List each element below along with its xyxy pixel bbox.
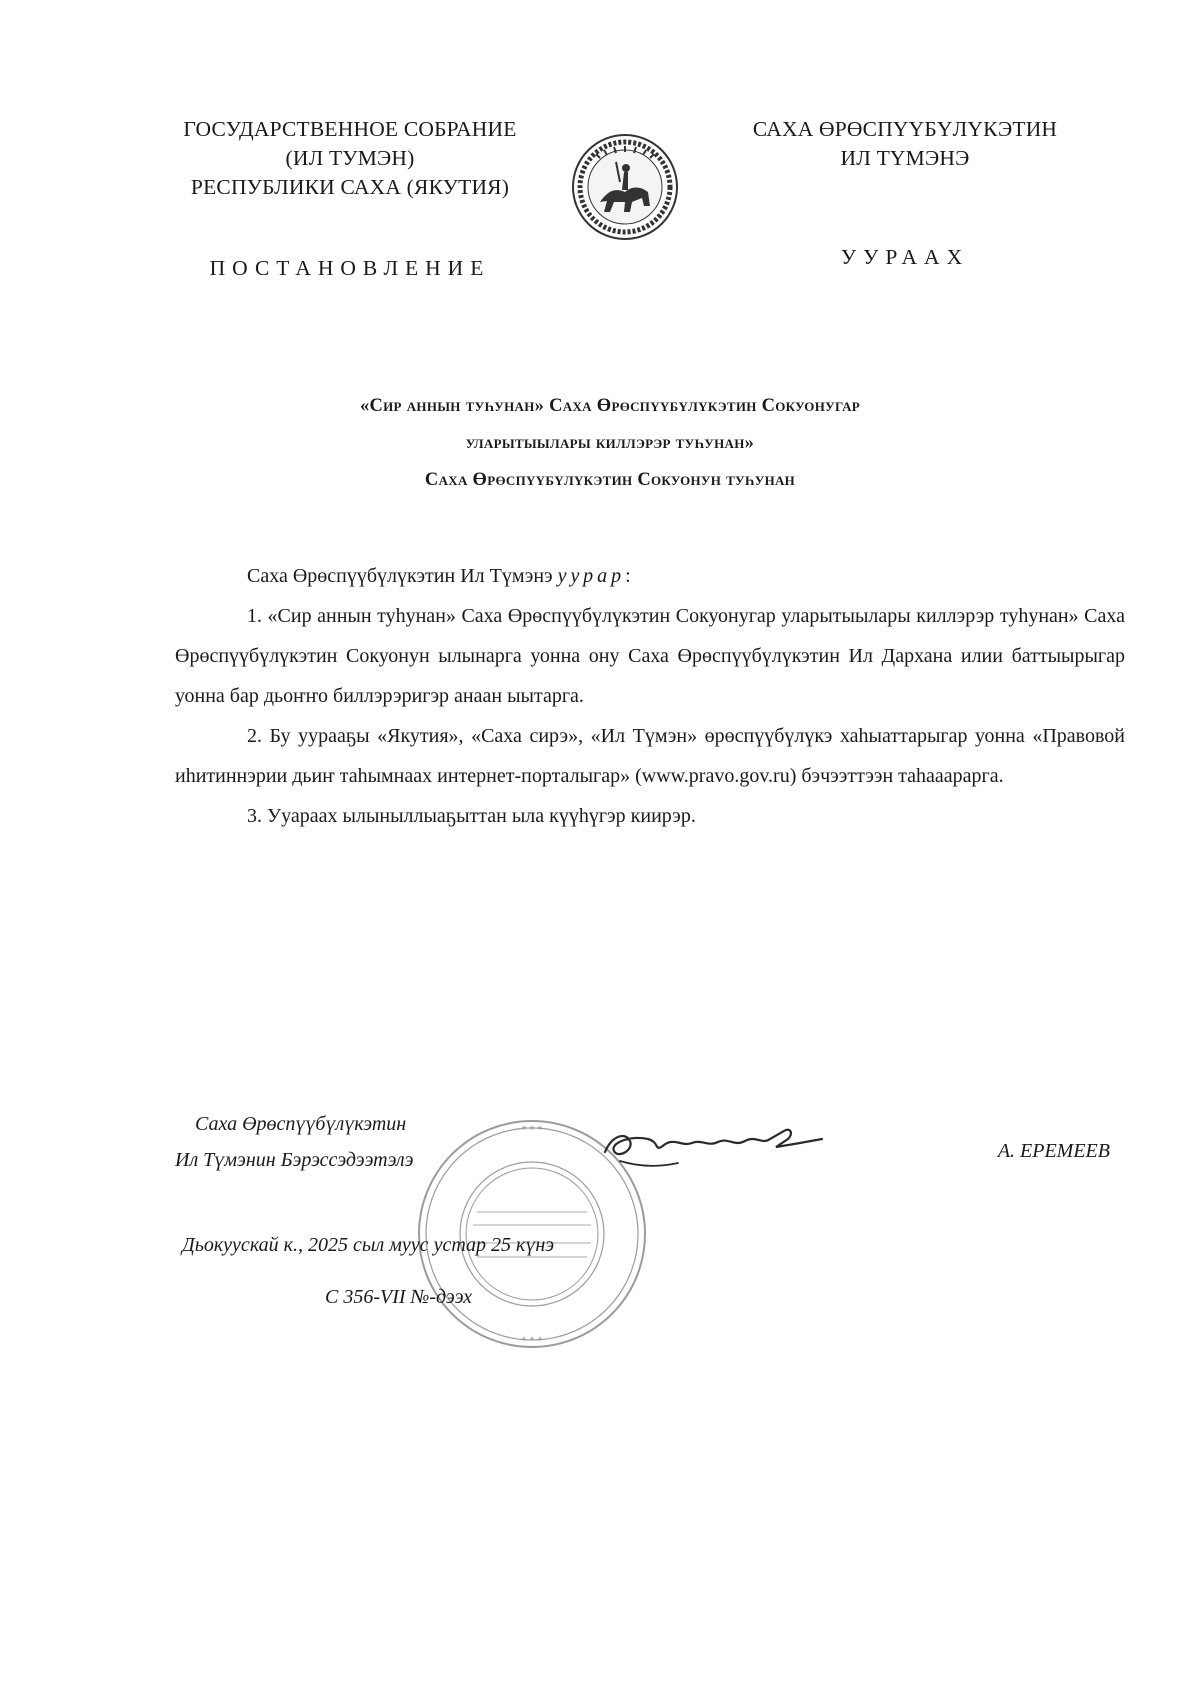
- handwritten-signature-icon: [600, 1117, 825, 1177]
- preamble-verb: уурар: [557, 565, 626, 587]
- document-title: [150, 388, 1070, 499]
- header-right-line1: САХА ӨРӨСПҮҮБҮЛҮКЭТИН: [752, 117, 1058, 141]
- preamble-end: :: [625, 565, 631, 587]
- header-left-ru: [150, 115, 550, 202]
- svg-text:* * *: * * *: [521, 1123, 543, 1137]
- preamble: [175, 556, 1125, 596]
- body-item-2: 2. Бу уурааҕы «Якутия», «Саха сирэ», «Ил Түмэн» өрөспүүбүлүкэ хаһыаттарыгар уонна «Правовой иһитиннэрии дьиҥ таһымнаах интернет-порталыгар» (www.pravo.gov.ru) бэчээттээн таһааарарга.: [175, 725, 1125, 787]
- title-line3: Саха Өрөспүүбүлүкэтин Сокуонун туһунан: [424, 470, 796, 490]
- title-line2: уларытыылары киллэрэр туһунан»: [465, 433, 755, 453]
- place-and-date: Дьокуускай к., 2025 сыл муус устар 25 күнэ: [182, 1234, 555, 1256]
- position-line2: Ил Түмэнин Бэрэссэдээтэлэ: [175, 1149, 414, 1171]
- preamble-text: Саха Өрөспүүбүлүкэтин Ил Түмэнэ: [247, 565, 558, 587]
- header-left-line3: РЕСПУБЛИКИ САХА (ЯКУТИЯ): [190, 175, 510, 199]
- svg-text:* * *: * * *: [521, 1334, 543, 1348]
- body-item-1: 1. «Сир аннын туһунан» Саха Өрөспүүбүлүкэтин Сокуонугар уларытыылары киллэрэр туһунан» Саха Өрөспүүбүлүкэтин Сокуонун ылынарга уонна ону Саха Өрөспүүбүлүкэтин Ил Дархана илии баттыырыгар уонна бар дьоҥҥо биллэрэригэр анаан ыытарга.: [175, 605, 1125, 707]
- header-left-line2: (ИЛ ТУМЭН): [285, 146, 415, 170]
- doc-type-sah: УУРААХ: [840, 245, 970, 269]
- doc-type-ru: ПОСТАНОВЛЕНИЕ: [209, 256, 491, 280]
- position-line1: Саха Өрөспүүбүлүкэтин: [195, 1113, 407, 1135]
- header-right-line2: ИЛ ТҮМЭНЭ: [840, 146, 970, 170]
- document-number: С 356-VII №-дээх: [325, 1286, 473, 1308]
- signatory-name: А. ЕРЕМЕЕВ: [997, 1140, 1110, 1162]
- document-body: [175, 556, 1125, 836]
- body-item-3: 3. Ууараах ылыныллыаҕыттан ыла күүһүгэр киирэр.: [247, 805, 696, 827]
- header-right-sah: [730, 115, 1080, 173]
- title-line1: «Сир аннын туһунан» Саха Өрөспүүбүлүкэтин Сокуонугар: [359, 396, 861, 416]
- sakha-republic-emblem-icon: [570, 132, 680, 242]
- header-left-line1: ГОСУДАРСТВЕННОЕ СОБРАНИЕ: [183, 117, 517, 141]
